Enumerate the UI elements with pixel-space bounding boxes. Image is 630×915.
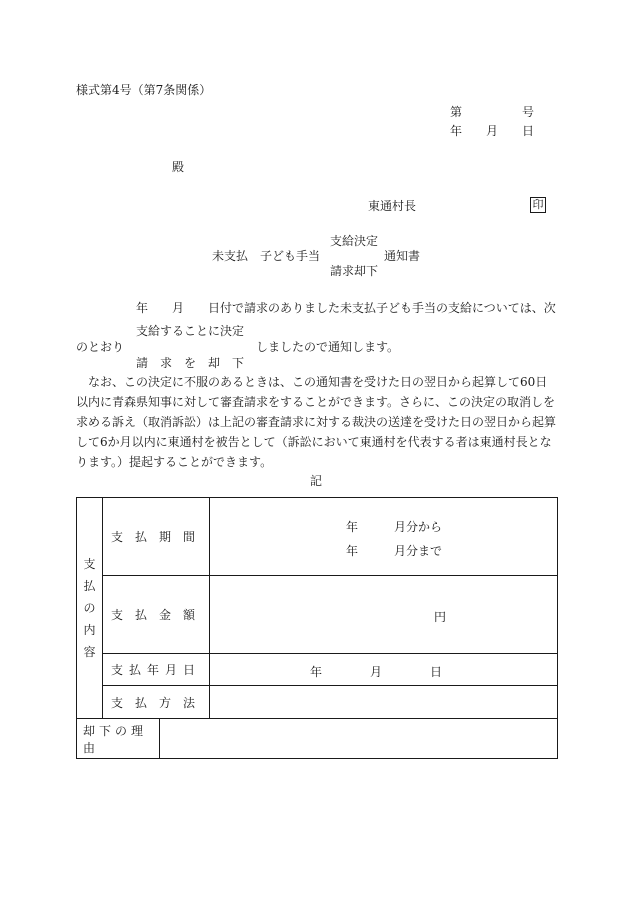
payment-date-day: 日 [430, 665, 443, 679]
group-label-char: 容 [83, 645, 96, 659]
body-option-reject: 請 求 を 却 下 [136, 356, 245, 370]
table-row [77, 719, 558, 759]
date-day: 日 [522, 124, 535, 138]
table-row [77, 686, 558, 719]
body-line2-tail: しましたので通知します。 [256, 340, 400, 354]
group-label-char: 払 [83, 579, 96, 593]
table-row [77, 576, 558, 654]
appeal-notice-text: なお、この決定に不服のあるときは、この通知書を受けた日の翌日から起算して60日以内に青森県知事に対して審査請求をすることができます。さらに、この決定の取消しを求める訴え（取消訴訟）は上記の審査請求に対する裁決の送達を受けた日の翌日から起算して6か月以内に東通村を被告として（訴訟において東通村を代表する者は東通村長となります。）提起することができます。 [76, 375, 557, 469]
form-number: 様式第4号（第7条関係） [76, 83, 212, 97]
group-label-char: 支 [83, 557, 96, 571]
reject-reason-value[interactable] [160, 719, 558, 759]
payment-period-value[interactable] [210, 498, 558, 576]
payment-method-label: 支 払 方 法 [103, 686, 210, 719]
date-month: 月 [486, 124, 499, 138]
seal-mark: 印 [530, 197, 546, 213]
title-option-decision: 支給決定 [330, 234, 379, 248]
payment-date-value[interactable] [210, 654, 558, 686]
date-year: 年 [450, 124, 463, 138]
issuer-name: 東通村長 [368, 199, 417, 213]
body-option-decision: 支給することに決定 [136, 324, 245, 338]
body-year: 年 [136, 301, 149, 315]
payment-details-table [76, 497, 558, 759]
payment-amount-label: 支 払 金 額 [103, 576, 210, 654]
title-prefix: 未支払 子ども手当 [212, 249, 321, 263]
payment-date-month: 月 [370, 665, 383, 679]
payment-contents-label [77, 498, 103, 719]
table-row [77, 654, 558, 686]
period-to: 年 月分まで [346, 544, 443, 558]
body-month: 月 [172, 301, 185, 315]
period-from: 年 月分から [346, 520, 443, 534]
title-suffix: 通知書 [384, 249, 421, 263]
payment-date-year: 年 [310, 665, 323, 679]
payment-period-label: 支 払 期 間 [103, 498, 210, 576]
amount-yen: 円 [434, 610, 447, 624]
number-prefix: 第 [450, 105, 463, 119]
number-suffix: 号 [522, 105, 535, 119]
table-row [77, 498, 558, 576]
payment-method-value[interactable] [210, 686, 558, 719]
body-line1: 日付で請求のありました未支払子ども手当の支給については、次 [208, 301, 556, 315]
body-line2-lead: のとおり [76, 340, 125, 354]
appeal-notice [76, 372, 558, 472]
payment-date-label: 支払年月日 [103, 654, 210, 686]
reject-reason-label: 却下の理由 [77, 719, 160, 759]
addressee-dono: 殿 [172, 160, 185, 174]
payment-amount-value[interactable] [210, 576, 558, 654]
title-option-reject: 請求却下 [330, 264, 379, 278]
group-label-char: の [83, 601, 96, 615]
ki-marker: 記 [310, 474, 323, 488]
group-label-char: 内 [83, 623, 96, 637]
